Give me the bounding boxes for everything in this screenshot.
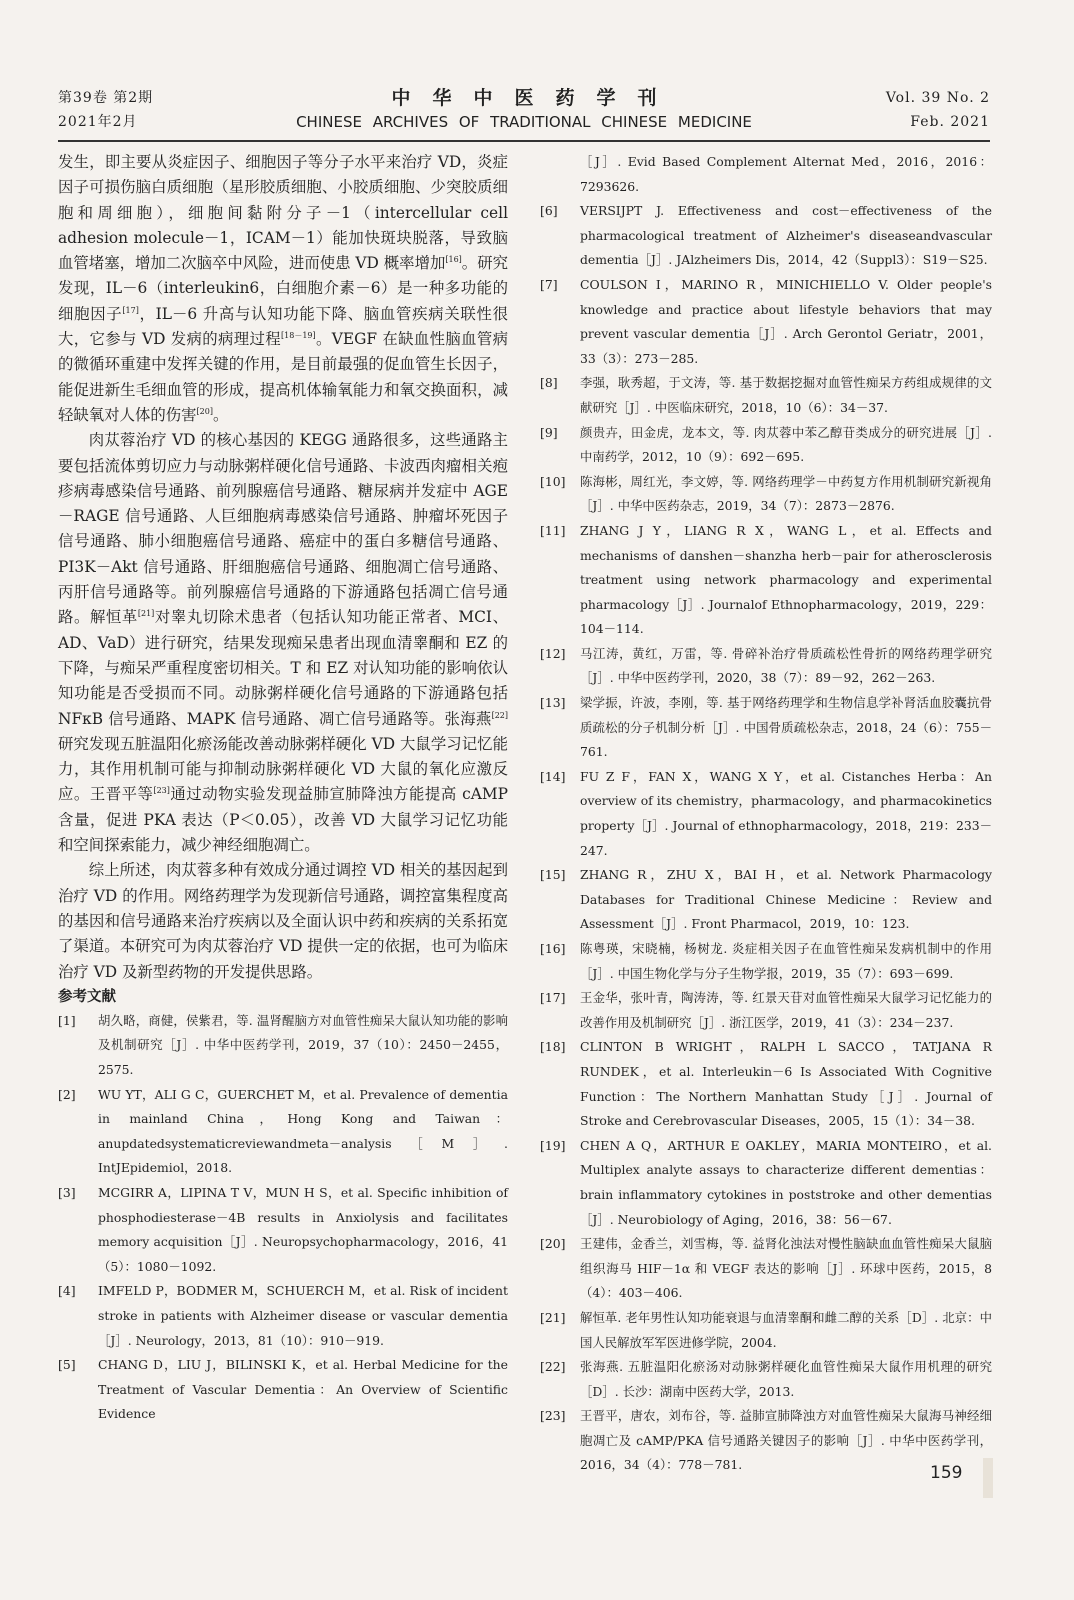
reference-text: FU Z F，FAN X，WANG X Y，et al. Cistanches Herba：An overview of its chemistry，pharmacology，and pharmacokinetics property［J］. Journal of ethnopharmacology，2018，219：233－247. [580, 768, 992, 858]
reference-text: ZHANG J Y，LIANG R X，WANG L，et al. Effects and mechanisms of danshen－shanzha herb－pair for atherosclerosis treatment using network pharmacology and experimental pharmacology［J］. Journalof Ethnopharmacology，2019，229：104－114. [580, 522, 992, 637]
reference-number: [4] [58, 1283, 76, 1299]
reference-item [540, 765, 992, 863]
reference-item [540, 986, 992, 1035]
reference-item [540, 1035, 992, 1133]
header-rule [58, 140, 990, 142]
page-number: 159 [930, 1463, 963, 1483]
reference-continuation: ［J］. Evid Based Complement Alternat Med，2016，2016：7293626. [580, 154, 992, 194]
reference-number: [19] [540, 1137, 566, 1153]
text-run: 通过动物实验发现益肺宣肺降浊方能提高 cAMP 含量，促进 PKA 表达（P＜0.05），改善 VD 大鼠学习记忆功能和空间探索能力，减少神经细胞凋亡。 [58, 785, 508, 855]
body-paragraph-2 [58, 428, 508, 858]
reference-number: [6] [540, 203, 558, 219]
reference-item [540, 1355, 992, 1404]
citation: [22] [491, 710, 508, 720]
reference-text: IMFELD P，BODMER M，SCHUERCH M，et al. Risk of incident stroke in patients with Alzheimer disease or vascular dementia［J］. Neurology，2013，81（10）：910－919. [98, 1283, 508, 1348]
reference-number: [15] [540, 867, 566, 883]
reference-text: 颜贵卉，田金虎，龙本文，等. 肉苁蓉中苯乙醇苷类成分的研究进展［J］. 中南药学，2012，10（9）：692－695. [580, 424, 992, 465]
reference-number: [20] [540, 1236, 566, 1252]
reference-text: CHANG D，LIU J，BILINSKI K，et al. Herbal Medicine for the Treatment of Vascular Dementia：An Overview of Scientific Evidence [98, 1357, 508, 1422]
reference-number: [18] [540, 1039, 566, 1055]
reference-number: [23] [540, 1408, 566, 1424]
reference-item [540, 273, 992, 371]
citation: [23] [153, 786, 170, 796]
edge-strip [983, 1458, 993, 1498]
reference-text: ZHANG R，ZHU X，BAI H，et al. Network Pharmacology Databases for Traditional Chinese Medicine：Review and Assessment［J］. Front Pharmacol，2019，10：123. [580, 867, 992, 932]
header-date: 2021年2月 [58, 114, 138, 130]
reference-text: 李强，耿秀超，于文涛，等. 基于数据挖掘对血管性痴呆方药组成规律的文献研究［J］. 中医临床研究，2018，10（6）：34－37. [580, 375, 992, 415]
reference-number: [10] [540, 473, 566, 489]
reference-number: [9] [540, 424, 558, 440]
reference-number: [13] [540, 695, 566, 711]
reference-text: CHEN A Q，ARTHUR E OAKLEY，MARIA MONTEIRO，et al. Multiplex analyte assays to characterize different dementias：brain inflammatory cytokines in poststroke and other dementias［J］. Neurobiology of Aging，2016，38：56－67. [580, 1137, 992, 1227]
reference-item [540, 863, 992, 937]
reference-item [540, 1404, 992, 1478]
citation: [20] [196, 406, 213, 416]
header-date-en: Feb. 2021 [910, 114, 990, 130]
citation: [17] [122, 305, 139, 315]
reference-text: 王晋平，唐农，刘布谷，等. 益肺宣肺降浊方对血管性痴呆大鼠海马神经细胞凋亡及 cAMP/PKA 信号通路关键因子的影响［J］. 中华中医药学刊，2016，34（4）：778－781. [580, 1408, 992, 1473]
reference-number: [2] [58, 1086, 76, 1102]
reference-item [540, 1232, 992, 1306]
text-run: 发生，即主要从炎症因子、细胞因子等分子水平来治疗 VD，炎症因子可损伤脑白质细胞（星形胶质细胞、小胶质细胞、少突胶质细胞和周细胞），细胞间黏附分子－1（intercellular cell adhesion molecule－1，ICAM－1）能加快斑块脱落，导致脑血管堵塞，增加二次脑卒中风险，进而使患 VD 概率增加 [58, 153, 508, 273]
reference-number: [16] [540, 941, 566, 956]
reference-text: 王建伟，金香兰，刘雪梅，等. 益肾化浊法对慢性脑缺血血管性痴呆大鼠脑组织海马 HIF－1α 和 VEGF 表达的影响［J］. 环球中医药，2015，8（4）：403－406. [580, 1236, 992, 1301]
citation: [16] [445, 255, 462, 265]
citation: [21] [137, 609, 155, 619]
reference-number: [1] [58, 1012, 76, 1028]
text-run: 研究发现五脏温阳化瘀汤能改善动脉粥样硬化 VD 大鼠学习记忆能力，其作用机制可能与抑制动脉粥样硬化 VD 大鼠的氧化应激反应。王晋平等 [58, 734, 508, 804]
reference-text: WU YT，ALI G C，GUERCHET M，et al. Prevalence of dementia in mainland China，Hong Kong and Taiwan：anupdatedsystematicreviewandmeta－analysis［M］. IntJEpidemiol，2018. [98, 1086, 508, 1176]
reference-number: [5] [58, 1357, 76, 1373]
header-volume: 第39卷 第2期 [58, 90, 154, 106]
reference-number: [17] [540, 990, 566, 1006]
page-header [58, 86, 990, 136]
reference-text: 马江涛，黄红，万雷，等. 骨碎补治疗骨质疏松性骨折的网络药理学研究［J］. 中华中医药学刊，2020，38（7）：89－92，262－263. [580, 645, 992, 686]
header-right [886, 86, 990, 134]
reference-number: [21] [540, 1309, 566, 1325]
reference-number: [7] [540, 276, 558, 292]
reference-number: [11] [540, 522, 566, 538]
reference-text: 解恒革. 老年男性认知功能衰退与血清睾酮和雌二醇的关系［D］. 北京：中国人民解放军军医进修学院，2004. [580, 1309, 992, 1350]
reference-item [540, 1306, 992, 1355]
references-heading: 参考文献 [58, 988, 116, 1005]
reference-item [58, 1083, 508, 1181]
reference-number: [22] [540, 1359, 566, 1375]
text-run: 。研究发现，IL－6（interleukin6，白细胞介素－6）是一种多功能的细胞因子 [58, 254, 508, 323]
reference-item [540, 1134, 992, 1232]
text-run: 。VEGF 在缺血性脑血管病的微循环重建中发挥关键的作用，是目前最强的促血管生长因子，能促进新生毛细血管的形成，提高机体输氧能力和氧交换面积，减轻缺氧对人体的伤害 [58, 330, 508, 424]
journal-title-cn: 中华中医药学刊 [391, 87, 679, 109]
text-run: 对睾丸切除术患者（包括认知功能正常者、MCI、AD、VaD）进行研究，结果发现痴呆患者出现血清睾酮和 EZ 的下降，与痴呆严重程度密切相关。T 和 EZ 对认知功能的影响依认知功能是否受损而不同。动脉粥样硬化信号通路的下游通路包括 NFκB 信号通路、MAPK 信号通路、凋亡信号通路等。张海燕 [58, 608, 508, 728]
reference-number: [3] [58, 1184, 76, 1200]
reference-item [540, 371, 992, 420]
reference-number: [14] [540, 768, 566, 784]
reference-item [540, 519, 992, 642]
reference-item [58, 1353, 508, 1427]
reference-text: 陈海彬，周红光，李文婷，等. 网络药理学－中药复方作用机制研究新视角［J］. 中华中医药杂志，2019，34（7）：2873－2876. [580, 473, 992, 514]
reference-item [540, 642, 992, 691]
text-run: 。 [212, 405, 229, 424]
journal-title-en: CHINESE ARCHIVES OF TRADITIONAL CHINESE MEDICINE [296, 113, 752, 131]
body-paragraph-3: 综上所述，肉苁蓉多种有效成分通过调控 VD 相关的基因起到治疗 VD 的作用。网络药理学为发现新信号通路，调控富集程度高的基因和信号通路来治疗疾病以及全面认识中药和疾病的关系拓宽了渠道。本研究可为肉苁蓉治疗 VD 提供一定的依据，也可为临床治疗 VD 及新型药物的开发提供思路。 [58, 861, 508, 981]
reference-number: [8] [540, 375, 558, 391]
text-run: 肉苁蓉治疗 VD 的核心基因的 KEGG 通路很多，这些通路主要包括流体剪切应力与动脉粥样硬化信号通路、卡波西肉瘤相关疱疹病毒感染信号通路、前列腺癌信号通路、糖尿病并发症中 AGE－RAGE 信号通路、人巨细胞病毒感染信号通路、肿瘤坏死因子信号通路、肺小细胞癌信号通路、癌症中的蛋白多糖信号通路、PI3K－Akt 信号通路、肝细胞癌信号通路、细胞凋亡信号通路、丙肝信号通路等。前列腺癌信号通路的下游通路包括凋亡信号通路。解恒革 [58, 431, 508, 627]
right-column [540, 150, 992, 1478]
reference-list-left [58, 1009, 508, 1427]
reference-text: COULSON I，MARINO R，MINICHIELLO V. Older people's knowledge and practice about lifestyle behaviors that may prevent vascular dementia［J］. Arch Gerontol Geriatr，2001，33（3）：273－285. [580, 276, 992, 366]
citation: [18－19] [281, 331, 316, 341]
reference-item [540, 199, 992, 273]
body-paragraph-1 [58, 150, 508, 428]
reference-text: CLINTON B WRIGHT，RALPH L SACCO，TATJANA R RUNDEK，et al. Interleukin－6 Is Associated With Cognitive Function：The Northern Manhattan Study［J］. Journal of Stroke and Cerebrovascular Diseases，2005，15（1）：34－38. [580, 1039, 992, 1129]
reference-item [58, 1009, 508, 1083]
header-center [58, 86, 990, 134]
reference-text: 胡久略，商健，侯紫君，等. 温肾醒脑方对血管性痴呆大鼠认知功能的影响及机制研究［J］. 中华中医药学刊，2019，37（10）：2450－2455，2575. [98, 1012, 508, 1077]
reference-item [540, 691, 992, 765]
reference-text: 陈粤瑛，宋晓楠，杨树龙. 炎症相关因子在血管性痴呆发病机制中的作用［J］. 中国生物化学与分子生物学报，2019，35（7）：693－699. [580, 941, 992, 981]
reference-text: 张海燕. 五脏温阳化瘀汤对动脉粥样硬化血管性痴呆大鼠作用机理的研究［D］. 长沙：湖南中医药大学，2013. [580, 1359, 992, 1399]
reference-item [58, 1181, 508, 1279]
reference-text: 梁学振，许波，李刚，等. 基于网络药理学和生物信息学补肾活血胶囊抗骨质疏松的分子机制分析［J］. 中国骨质疏松杂志，2018，24（6）：755－761. [580, 695, 992, 760]
header-volume-en: Vol. 39 No. 2 [885, 90, 990, 106]
reference-item [540, 470, 992, 519]
reference-item [58, 1279, 508, 1353]
left-column [58, 150, 508, 1427]
reference-text: MCGIRR A，LIPINA T V，MUN H S，et al. Specific inhibition of phosphodiesterase－4B results in Anxiolysis and facilitates memory acquisition［J］. Neuropsychopharmacology，2016，41（5）：1080－1092. [98, 1184, 508, 1274]
reference-list-right [540, 199, 992, 1478]
reference-item [540, 421, 992, 470]
text-run: ，IL－6 升高与认知功能下降、脑血管疾病关联性很大，它参与 VD 发病的病理过程 [58, 304, 508, 349]
reference-number: [12] [540, 645, 566, 661]
reference-text: VERSIJPT J. Effectiveness and cost－effectiveness of the pharmacological treatment of Alzheimer's diseaseandvascular dementia［J］. JAlzheimers Dis，2014，42（Suppl3）：S19－S25. [580, 203, 992, 268]
reference-item [540, 937, 992, 986]
reference-text: 王金华，张叶青，陶涛涛，等. 红景天苷对血管性痴呆大鼠学习记忆能力的改善作用及机制研究［J］. 浙江医学，2019，41（3）：234－237. [580, 990, 992, 1030]
